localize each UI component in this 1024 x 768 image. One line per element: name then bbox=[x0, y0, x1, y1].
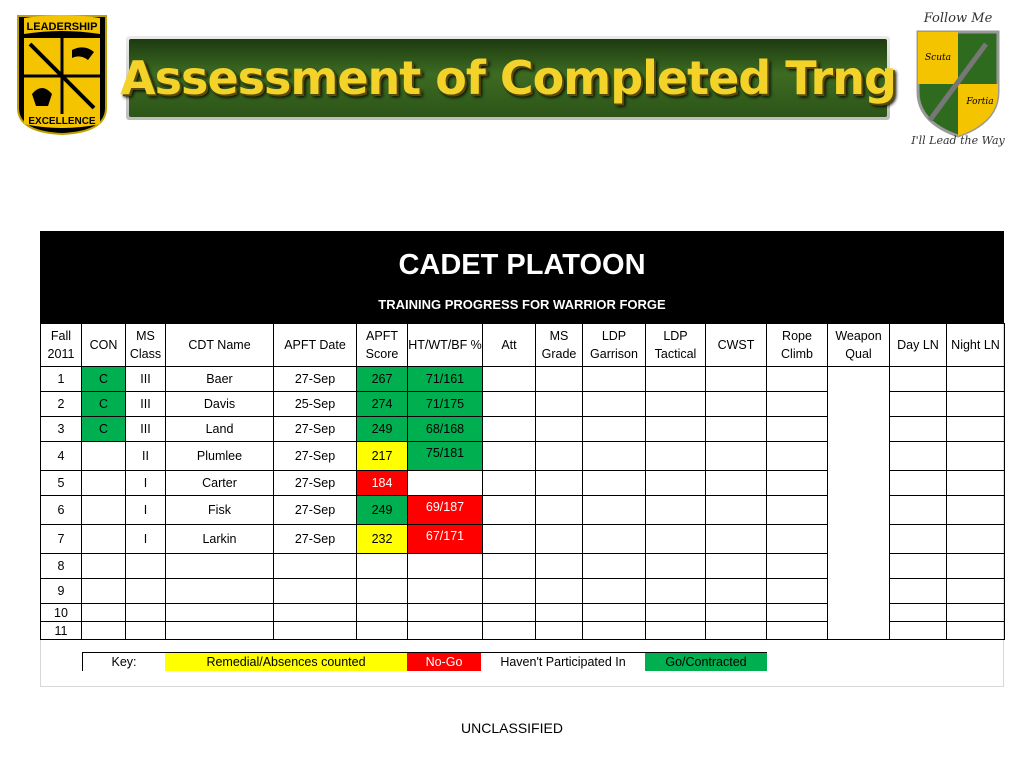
ms-grade-cell bbox=[536, 525, 583, 554]
day-ln-cell bbox=[890, 496, 947, 525]
key-remedial: Remedial/Absences counted bbox=[165, 653, 407, 672]
ldp-tactical-cell bbox=[646, 554, 706, 579]
htwt-cell: 71/175 bbox=[408, 392, 483, 417]
apft-date-cell bbox=[274, 622, 357, 640]
apft-date-cell bbox=[274, 604, 357, 622]
ms-class-cell: I bbox=[126, 471, 166, 496]
ms-class-cell bbox=[126, 622, 166, 640]
ms-class-cell: III bbox=[126, 367, 166, 392]
ldp-tactical-cell bbox=[646, 367, 706, 392]
ldp-garrison-cell bbox=[583, 417, 646, 442]
ms-class-cell: I bbox=[126, 496, 166, 525]
cwst-cell bbox=[706, 442, 767, 471]
ms-grade-cell bbox=[536, 392, 583, 417]
key-label: Key: bbox=[83, 653, 166, 672]
cdt-name-cell: Fisk bbox=[166, 496, 274, 525]
row-number: 3 bbox=[41, 417, 82, 442]
day-ln-cell bbox=[890, 442, 947, 471]
ms-grade-cell bbox=[536, 622, 583, 640]
con-cell bbox=[82, 471, 126, 496]
row-number: 1 bbox=[41, 367, 82, 392]
att-cell bbox=[483, 554, 536, 579]
htwt-cell: 69/187 bbox=[408, 496, 483, 525]
col-header-ldp-garrison: LDP Garrison bbox=[583, 324, 646, 367]
apft-date-cell: 27-Sep bbox=[274, 471, 357, 496]
table-row bbox=[41, 367, 1005, 392]
cwst-cell bbox=[706, 471, 767, 496]
col-header-htwtbf: HT/WT/BF % bbox=[408, 324, 483, 367]
cwst-cell bbox=[706, 554, 767, 579]
ms-class-cell bbox=[126, 579, 166, 604]
ms-grade-cell bbox=[536, 604, 583, 622]
ldp-tactical-cell bbox=[646, 417, 706, 442]
row-number: 5 bbox=[41, 471, 82, 496]
ms-class-cell: I bbox=[126, 525, 166, 554]
att-cell bbox=[483, 604, 536, 622]
night-ln-cell bbox=[947, 554, 1005, 579]
htwt-cell bbox=[408, 604, 483, 622]
col-header-weapon-qual: Weapon Qual bbox=[828, 324, 890, 367]
ms-grade-cell bbox=[536, 367, 583, 392]
day-ln-cell bbox=[890, 392, 947, 417]
htwt-cell: 75/181 bbox=[408, 442, 483, 471]
cdt-name-cell: Davis bbox=[166, 392, 274, 417]
cwst-cell bbox=[706, 392, 767, 417]
ms-grade-cell bbox=[536, 579, 583, 604]
att-cell bbox=[483, 525, 536, 554]
platoon-header bbox=[40, 231, 1004, 323]
weapon-qual-merged-cell bbox=[828, 367, 890, 640]
att-cell bbox=[483, 622, 536, 640]
con-cell bbox=[82, 604, 126, 622]
apft-score-cell bbox=[357, 579, 408, 604]
htwt-cell bbox=[408, 579, 483, 604]
night-ln-cell bbox=[947, 579, 1005, 604]
col-header-rope-climb: Rope Climb bbox=[767, 324, 828, 367]
con-cell bbox=[82, 554, 126, 579]
day-ln-cell bbox=[890, 604, 947, 622]
col-header-con: CON bbox=[82, 324, 126, 367]
ms-grade-cell bbox=[536, 554, 583, 579]
day-ln-cell bbox=[890, 417, 947, 442]
cwst-cell bbox=[706, 417, 767, 442]
att-cell bbox=[483, 579, 536, 604]
con-cell bbox=[82, 525, 126, 554]
cdt-name-cell bbox=[166, 579, 274, 604]
apft-date-cell: 27-Sep bbox=[274, 367, 357, 392]
day-ln-cell bbox=[890, 579, 947, 604]
ldp-garrison-cell bbox=[583, 367, 646, 392]
row-number: 7 bbox=[41, 525, 82, 554]
col-header-ldp-tactical: LDP Tactical bbox=[646, 324, 706, 367]
cdt-name-cell: Baer bbox=[166, 367, 274, 392]
col-header-apft-score: APFT Score bbox=[357, 324, 408, 367]
rope-climb-cell bbox=[767, 367, 828, 392]
col-header-cdt-name: CDT Name bbox=[166, 324, 274, 367]
ms-grade-cell bbox=[536, 417, 583, 442]
night-ln-cell bbox=[947, 417, 1005, 442]
night-ln-cell bbox=[947, 367, 1005, 392]
cdt-name-cell bbox=[166, 604, 274, 622]
att-cell bbox=[483, 367, 536, 392]
night-ln-cell bbox=[947, 496, 1005, 525]
con-cell: C bbox=[82, 367, 126, 392]
con-cell bbox=[82, 622, 126, 640]
apft-score-cell: 249 bbox=[357, 496, 408, 525]
svg-text:I'll Lead the Way: I'll Lead the Way bbox=[911, 134, 1005, 147]
con-cell: C bbox=[82, 392, 126, 417]
svg-text:Fortia: Fortia bbox=[966, 97, 994, 107]
rope-climb-cell bbox=[767, 579, 828, 604]
ms-grade-cell bbox=[536, 442, 583, 471]
att-cell bbox=[483, 392, 536, 417]
svg-text:EXCELLENCE: EXCELLENCE bbox=[28, 116, 96, 127]
platoon-subtitle: TRAINING PROGRESS FOR WARRIOR FORGE bbox=[378, 297, 666, 312]
title-banner bbox=[120, 36, 896, 120]
col-header-apft-date: APFT Date bbox=[274, 324, 357, 367]
cdt-name-cell bbox=[166, 554, 274, 579]
ms-class-cell: III bbox=[126, 417, 166, 442]
training-progress-table bbox=[40, 323, 1005, 640]
apft-score-cell: 267 bbox=[357, 367, 408, 392]
follow-me-crest-logo bbox=[902, 4, 1014, 148]
rope-climb-cell bbox=[767, 604, 828, 622]
con-cell bbox=[82, 442, 126, 471]
ldp-tactical-cell bbox=[646, 525, 706, 554]
ldp-tactical-cell bbox=[646, 496, 706, 525]
row-number: 9 bbox=[41, 579, 82, 604]
ldp-garrison-cell bbox=[583, 392, 646, 417]
apft-score-cell: 249 bbox=[357, 417, 408, 442]
rope-climb-cell bbox=[767, 496, 828, 525]
ldp-garrison-cell bbox=[583, 604, 646, 622]
ldp-garrison-cell bbox=[583, 525, 646, 554]
att-cell bbox=[483, 496, 536, 525]
apft-date-cell: 25-Sep bbox=[274, 392, 357, 417]
ldp-tactical-cell bbox=[646, 471, 706, 496]
table-header-row bbox=[41, 324, 1005, 367]
apft-score-cell bbox=[357, 622, 408, 640]
ldp-tactical-cell bbox=[646, 442, 706, 471]
cdt-name-cell: Plumlee bbox=[166, 442, 274, 471]
ms-grade-cell bbox=[536, 496, 583, 525]
row-number: 10 bbox=[41, 604, 82, 622]
ldp-tactical-cell bbox=[646, 622, 706, 640]
con-cell: C bbox=[82, 417, 126, 442]
apft-date-cell: 27-Sep bbox=[274, 417, 357, 442]
rope-climb-cell bbox=[767, 442, 828, 471]
row-number: 8 bbox=[41, 554, 82, 579]
ms-class-cell: III bbox=[126, 392, 166, 417]
row-number: 4 bbox=[41, 442, 82, 471]
day-ln-cell bbox=[890, 554, 947, 579]
htwt-cell bbox=[408, 554, 483, 579]
row-number: 2 bbox=[41, 392, 82, 417]
ldp-tactical-cell bbox=[646, 392, 706, 417]
apft-score-cell: 184 bbox=[357, 471, 408, 496]
night-ln-cell bbox=[947, 622, 1005, 640]
ldp-garrison-cell bbox=[583, 471, 646, 496]
cwst-cell bbox=[706, 496, 767, 525]
apft-date-cell bbox=[274, 554, 357, 579]
htwt-cell: 67/171 bbox=[408, 525, 483, 554]
htwt-cell: 68/168 bbox=[408, 417, 483, 442]
apft-date-cell: 27-Sep bbox=[274, 525, 357, 554]
cwst-cell bbox=[706, 525, 767, 554]
day-ln-cell bbox=[890, 622, 947, 640]
att-cell bbox=[483, 442, 536, 471]
ms-class-cell: II bbox=[126, 442, 166, 471]
leadership-excellence-logo bbox=[14, 10, 110, 138]
col-header-cwst: CWST bbox=[706, 324, 767, 367]
night-ln-cell bbox=[947, 604, 1005, 622]
day-ln-cell bbox=[890, 471, 947, 496]
night-ln-cell bbox=[947, 525, 1005, 554]
key-no-go: No-Go bbox=[407, 653, 481, 672]
ms-class-cell bbox=[126, 554, 166, 579]
att-cell bbox=[483, 417, 536, 442]
cwst-cell bbox=[706, 604, 767, 622]
apft-date-cell bbox=[274, 579, 357, 604]
col-header-att: Att bbox=[483, 324, 536, 367]
cwst-cell bbox=[706, 579, 767, 604]
night-ln-cell bbox=[947, 442, 1005, 471]
ldp-tactical-cell bbox=[646, 579, 706, 604]
ldp-garrison-cell bbox=[583, 554, 646, 579]
row-number: 11 bbox=[41, 622, 82, 640]
ms-class-cell bbox=[126, 604, 166, 622]
cdt-name-cell: Larkin bbox=[166, 525, 274, 554]
rope-climb-cell bbox=[767, 471, 828, 496]
ldp-tactical-cell bbox=[646, 604, 706, 622]
ms-grade-cell bbox=[536, 471, 583, 496]
day-ln-cell bbox=[890, 367, 947, 392]
con-cell bbox=[82, 496, 126, 525]
con-cell bbox=[82, 579, 126, 604]
cwst-cell bbox=[706, 622, 767, 640]
htwt-cell: 71/161 bbox=[408, 367, 483, 392]
classification-footer: UNCLASSIFIED bbox=[461, 720, 563, 736]
night-ln-cell bbox=[947, 471, 1005, 496]
htwt-cell bbox=[408, 471, 483, 496]
ldp-garrison-cell bbox=[583, 579, 646, 604]
rope-climb-cell bbox=[767, 554, 828, 579]
key-go-contracted: Go/Contracted bbox=[645, 653, 767, 672]
apft-score-cell bbox=[357, 554, 408, 579]
row-number: 6 bbox=[41, 496, 82, 525]
ldp-garrison-cell bbox=[583, 622, 646, 640]
banner-title: Assessment of Completed Trng bbox=[120, 51, 896, 105]
htwt-cell bbox=[408, 622, 483, 640]
apft-score-cell: 274 bbox=[357, 392, 408, 417]
col-header-night-ln: Night LN bbox=[947, 324, 1005, 367]
color-key bbox=[82, 652, 767, 671]
ldp-garrison-cell bbox=[583, 496, 646, 525]
att-cell bbox=[483, 471, 536, 496]
ldp-garrison-cell bbox=[583, 442, 646, 471]
cwst-cell bbox=[706, 367, 767, 392]
col-header-ms-class: MS Class bbox=[126, 324, 166, 367]
svg-text:Scuta: Scuta bbox=[925, 53, 951, 63]
platoon-title: CADET PLATOON bbox=[398, 249, 646, 281]
night-ln-cell bbox=[947, 392, 1005, 417]
apft-date-cell: 27-Sep bbox=[274, 496, 357, 525]
cdt-name-cell bbox=[166, 622, 274, 640]
col-header-fall: Fall 2011 bbox=[41, 324, 82, 367]
svg-text:LEADERSHIP: LEADERSHIP bbox=[26, 21, 98, 33]
cdt-name-cell: Land bbox=[166, 417, 274, 442]
day-ln-cell bbox=[890, 525, 947, 554]
key-not-participated: Haven't Participated In bbox=[481, 653, 645, 672]
col-header-ms-grade: MS Grade bbox=[536, 324, 583, 367]
svg-text:Follow Me: Follow Me bbox=[923, 11, 993, 26]
cdt-name-cell: Carter bbox=[166, 471, 274, 496]
rope-climb-cell bbox=[767, 622, 828, 640]
apft-score-cell: 217 bbox=[357, 442, 408, 471]
rope-climb-cell bbox=[767, 417, 828, 442]
col-header-day-ln: Day LN bbox=[890, 324, 947, 367]
rope-climb-cell bbox=[767, 525, 828, 554]
apft-score-cell: 232 bbox=[357, 525, 408, 554]
rope-climb-cell bbox=[767, 392, 828, 417]
apft-date-cell: 27-Sep bbox=[274, 442, 357, 471]
apft-score-cell bbox=[357, 604, 408, 622]
